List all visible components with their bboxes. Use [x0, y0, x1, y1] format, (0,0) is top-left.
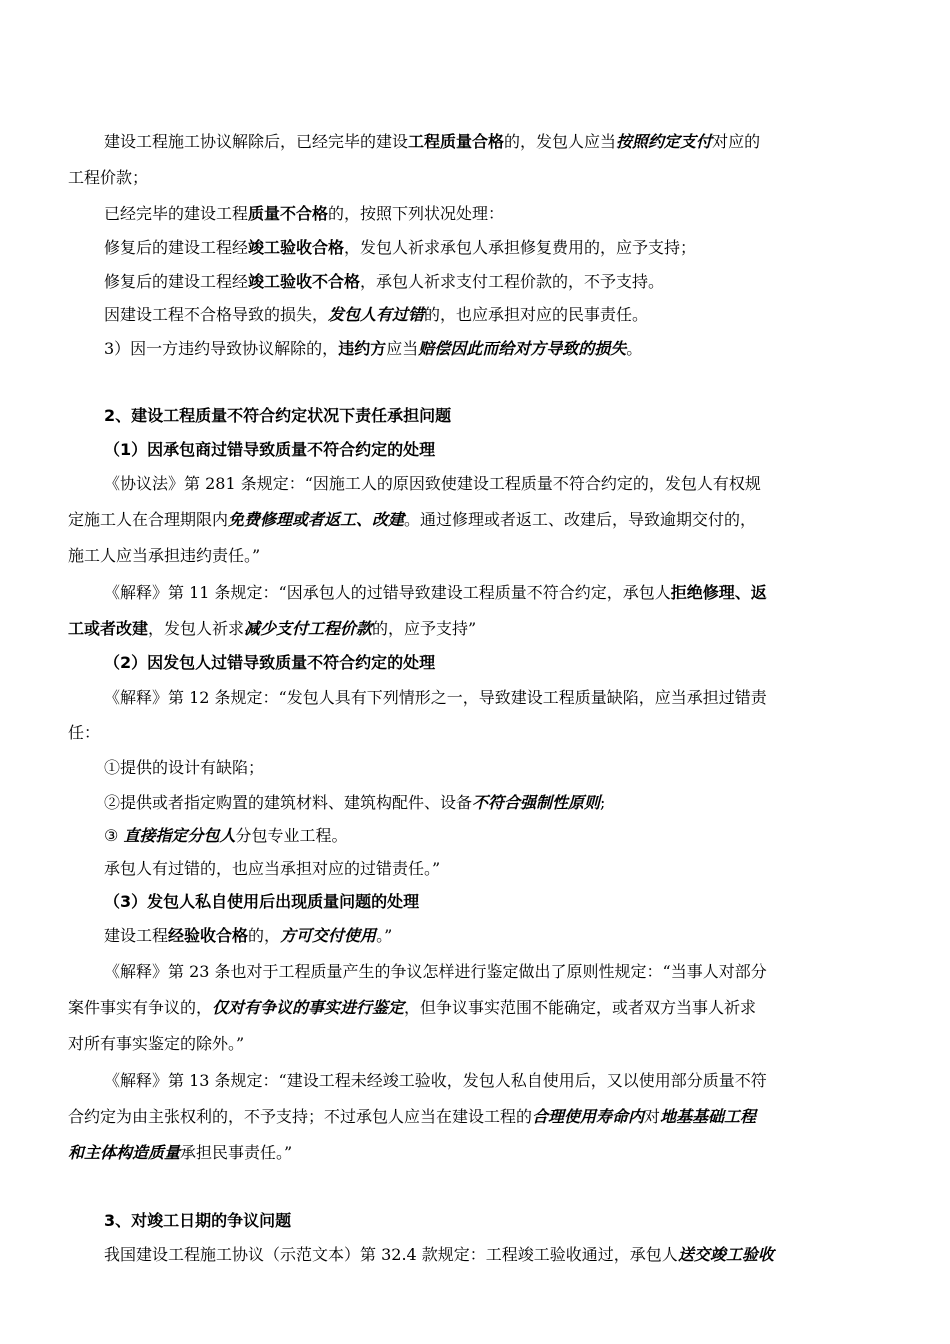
paragraph-line: 对所有事实鉴定的除外。”	[68, 1034, 245, 1053]
subsection-heading: （1）因承包商过错导致质量不符合约定的处理	[104, 440, 436, 459]
paragraph-line: 已经完毕的建设工程质量不合格的，按照下列状况处理：	[104, 204, 505, 223]
paragraph-line: 修复后的建设工程经竣工验收合格，发包人祈求承包人承担修复费用的，应予支持；	[104, 238, 697, 257]
paragraph-line: 工程价款；	[68, 168, 149, 187]
paragraph-line: 和主体构造质量承担民事责任。”	[68, 1143, 293, 1162]
section-heading: 3、对竣工日期的争议问题	[104, 1211, 292, 1230]
paragraph-line: 因建设工程不合格导致的损失，发包人有过错的，也应承担对应的民事责任。	[104, 305, 649, 324]
paragraph-line: 任：	[68, 723, 101, 742]
paragraph-line: 工或者改建，发包人祈求减少支付工程价款的，应予支持”	[68, 619, 477, 638]
list-item: ②提供或者指定购置的建筑材料、建筑构配件、设备不符合强制性原则;	[104, 793, 606, 812]
paragraph-line: 建设工程施工协议解除后，已经完毕的建设工程质量合格的，发包人应当按照约定支付对应的	[104, 132, 761, 151]
subsection-heading: （3）发包人私自使用后出现质量问题的处理	[104, 892, 420, 911]
paragraph-line: 案件事实有争议的，仅对有争议的事实进行鉴定，但争议事实范围不能确定，或者双方当事人祈求	[68, 998, 757, 1017]
paragraph-line: 《协议法》第 281 条规定：“因施工人的原因致使建设工程质量不符合约定的，发包人有权规	[104, 474, 761, 493]
paragraph-line: 《解释》第 23 条也对于工程质量产生的争议怎样进行鉴定做出了原则性规定：“当事人对部分	[104, 962, 767, 981]
subsection-heading: （2）因发包人过错导致质量不符合约定的处理	[104, 653, 436, 672]
paragraph-line: 3）因一方违约导致协议解除的，违约方应当赔偿因此而给对方导致的损失。	[104, 339, 643, 358]
paragraph-line: 修复后的建设工程经竣工验收不合格，承包人祈求支付工程价款的，不予支持。	[104, 272, 665, 291]
section-heading: 2、建设工程质量不符合约定状况下责任承担问题	[104, 406, 452, 425]
paragraph-line: 《解释》第 12 条规定：“发包人具有下列情形之一，导致建设工程质量缺陷，应当承担过错责	[104, 688, 767, 707]
paragraph-line: 合约定为由主张权利的，不予支持；不过承包人应当在建设工程的合理使用寿命内对地基基础工程	[68, 1107, 757, 1126]
paragraph-line: 定施工人在合理期限内免费修理或者返工、改建。通过修理或者返工、改建后，导致逾期交付的，	[68, 510, 757, 529]
paragraph-line: 《解释》第 11 条规定：“因承包人的过错导致建设工程质量不符合约定，承包人拒绝修理、返	[104, 583, 767, 602]
paragraph-line: 我国建设工程施工协议（示范文本）第 32.4 款规定：工程竣工验收通过，承包人送交竣工验收	[104, 1245, 774, 1264]
paragraph-line: 施工人应当承担违约责任。”	[68, 546, 261, 565]
list-item: ①提供的设计有缺陷；	[104, 758, 265, 777]
paragraph-line: 建设工程经验收合格的，方可交付使用。”	[104, 926, 393, 945]
paragraph-line: 《解释》第 13 条规定：“建设工程未经竣工验收，发包人私自使用后，又以使用部分质量不符	[104, 1071, 767, 1090]
list-item: ③ 直接指定分包人分包专业工程。	[104, 826, 348, 845]
paragraph-line: 承包人有过错的，也应当承担对应的过错责任。”	[104, 859, 441, 878]
